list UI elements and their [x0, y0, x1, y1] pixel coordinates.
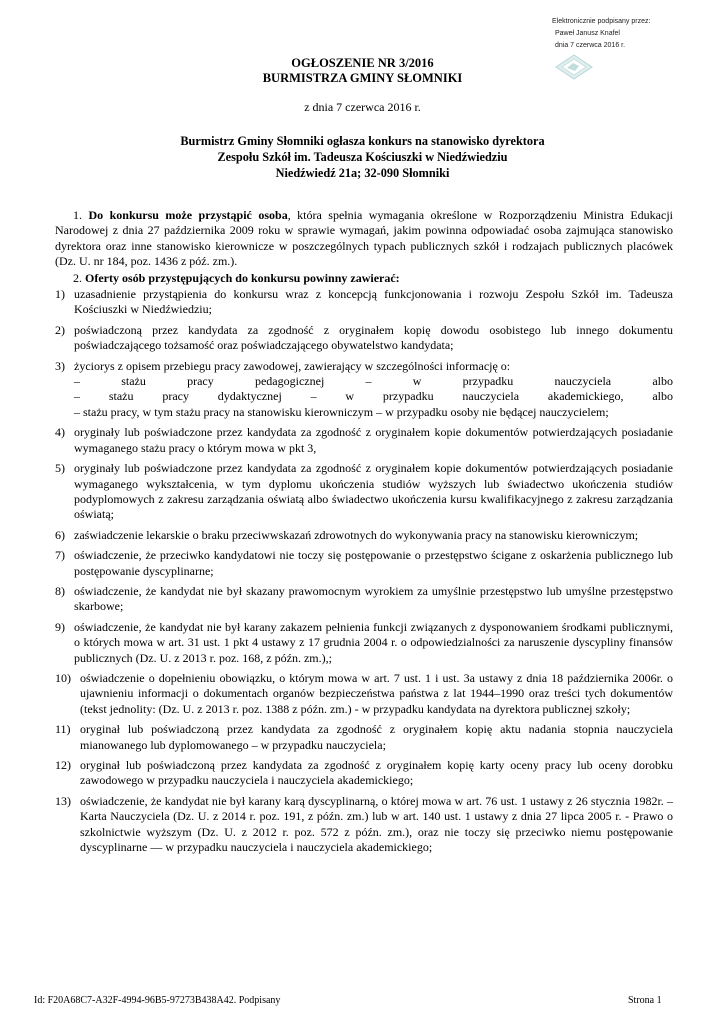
document-date: z dnia 7 czerwca 2016 r. — [304, 100, 421, 114]
section-2 — [55, 271, 673, 286]
document-subject — [0, 133, 725, 181]
footer-document-id: Id: F20A68C7-A32F-4994-96B5-97273B438A42. Podpisany — [34, 995, 281, 1006]
list-item: 7) oświadczenie, że przeciwko kandydatowi nie toczy się postępowanie o przestępstwo ścigane z oskarżenia publicznego lub postępowanie dyscyplinarne; — [55, 548, 673, 578]
title-line-2: BURMISTRZA GMINY SŁOMNIKI — [262, 71, 463, 85]
list-subitem: – stażu pracy, w tym stażu pracy na stanowisku kierowniczym – w przypadku osoby nie będącej nauczycielem; — [74, 404, 609, 419]
document-title — [0, 56, 725, 86]
section-1 — [55, 208, 673, 270]
subject-line-2: Zespołu Szkół im. Tadeusza Kościuszki w Niedźwiedziu — [217, 150, 508, 164]
list-item: 10) oświadczenie o dopełnieniu obowiązku, o którym mowa w art. 7 ust. 1 i ust. 3a ustawy z dnia 18 października 2006r. o ujawnieniu informacji o dokumentach organów bezpieczeństwa państwa z lat 1944–1990 oraz treści tych dokumentów (tekst jednolity: (Dz. U. z 2013 r. poz. 1388 z późn. zm.) - w przypadku kandydata na dyrektora publicznej szkoły; — [55, 670, 673, 716]
subject-line-3: Niedźwiedź 21a; 32-090 Słomniki — [275, 166, 450, 180]
footer-page-number: Strona 1 — [628, 995, 662, 1006]
list-item: 1) uzasadnienie przystąpienia do konkursu wraz z koncepcją funkcjonowania i rozwoju Zespołu Szkół im. Tadeusza Kościuszki w Niedźwiedziu; — [55, 287, 673, 317]
esign-date: dnia 7 czerwca 2016 r. — [555, 42, 626, 49]
list-item: 13) oświadczenie, że kandydat nie był karany karą dyscyplinarną, o której mowa w art. 76 ust. 1 ustawy z 26 stycznia 1982r. – Karta Nauczyciela (Dz. U. z 2014 r. poz. 191, z późn. zm.) lub w art. 140 ust. 1 ustawy z dnia 27 lipca 2005 r. - Prawo o szkolnictwie wyższym (Dz. U. z 2012 r. poz. 572 z późn. zm.), oraz nie toczy się przeciwko niemu postępowanie dyscyplinarne — w przypadku nauczyciela i nauczyciela akademickiego; — [55, 793, 673, 855]
subject-line-1: Burmistrz Gminy Słomniki ogłasza konkurs na stanowisko dyrektora — [180, 134, 545, 148]
list-item: 4) oryginały lub poświadczone przez kandydata za zgodność z oryginałem kopie dokumentów potwierdzających posiadanie wymaganego stażu pracy o którym mowa w pkt 3, — [55, 425, 673, 455]
esign-line1: Elektronicznie podpisany przez: — [552, 18, 651, 25]
list-item: 12) oryginał lub poświadczoną przez kandydata za zgodność z oryginałem kopię karty oceny pracy lub oceny dorobku zawodowego w przypadku nauczyciela i nauczyciela akademickiego; — [55, 758, 673, 788]
document-body — [55, 208, 673, 860]
list-item: 8) oświadczenie, że kandydat nie był skazany prawomocnym wyrokiem za umyślnie przestępstwo lub umyślne przestępstwo skarbowe; — [55, 583, 673, 614]
title-line-1: OGŁOSZENIE NR 3/2016 — [291, 56, 434, 70]
list-item: 11) oryginał lub poświadczoną przez kandydata za zgodność z oryginałem kopię aktu nadania stopnia nauczyciela mianowanego lub dyplomowanego – w przypadku nauczyciela; — [55, 722, 673, 752]
list-item: 2) poświadczoną przez kandydata za zgodność z oryginałem kopię dowodu osobistego lub innego dokumentu poświadczającego tożsamość oraz poświadczającego obywatelstwo kandydata; — [55, 322, 673, 353]
list-item: 6) zaświadczenie lekarskie o braku przeciwwskazań zdrowotnych do wykonywania pracy na stanowisku kierowniczym; — [55, 527, 639, 542]
section-1-text: , która spełnia wymagania określone w Rozporządzeniu Ministra Edukacji Narodowej z dnia 27 października 2009 roku w sprawie wymagań, jakim powinna odpowiadać osoba zajmująca stanowisko dyrektora oraz inne stanowisko kierownicze w poszczególnych typach publicznych szkół i rodzajach publicznych placówek (Dz. U. nr 184, poz. 1436 z póź. zm.). — [55, 208, 674, 269]
requirements-list — [55, 287, 673, 855]
list-subitem: – stażu pracy pedagogicznej – w przypadku nauczyciela albo — [74, 374, 673, 389]
section-2-bold: Oferty osób przystępujących do konkursu powinny zawierać: — [85, 270, 400, 285]
section-2-number: 2. — [73, 270, 82, 285]
list-subitem: – stażu pracy dydaktycznej – w przypadku nauczyciela akademickiego, albo — [74, 389, 673, 404]
list-item: 9) oświadczenie, że kandydat nie był karany zakazem pełnienia funkcji związanych z dysponowaniem środkami publicznymi, o których mowa w art. 31 ust. 1 pkt 4 ustawy z 17 grudnia 2004 r. o odpowiedzialności za naruszenie dyscypliny finansów publicznych (Dz. U. z 2013 r. poz. 168, z późn. zm.),; — [55, 619, 673, 665]
list-item: 5) oryginały lub poświadczone przez kandydata za zgodność z oryginałem kopie dokumentów potwierdzających posiadanie wymaganego wykształcenia, w tym dyplomu ukończenia studiów wyższych lub świadectwo ukończenia studiów podyplomowych z zakresu zarządzania oświatą albo świadectwo ukończenia kursu kwalifikacyjnego z zakresu zarządzania oświatą; — [55, 461, 673, 522]
esign-signer: Paweł Janusz Knafel — [555, 30, 620, 37]
section-1-bold: Do konkursu może przystąpić osoba — [88, 208, 288, 222]
section-1-number: 1. — [73, 208, 82, 222]
list-item: 3) życiorys z opisem przebiegu pracy zawodowej, zawierający w szczególności informację o: – stażu pracy pedagogicznej – w przypadku nauczyciela albo – stażu pracy dydaktycznej – w przypadku nauczyciela akademickiego, albo – stażu pracy, w tym stażu pracy na stanowisku kierowniczym – w przypadku osoby nie będącej nauczycielem; — [55, 358, 673, 419]
